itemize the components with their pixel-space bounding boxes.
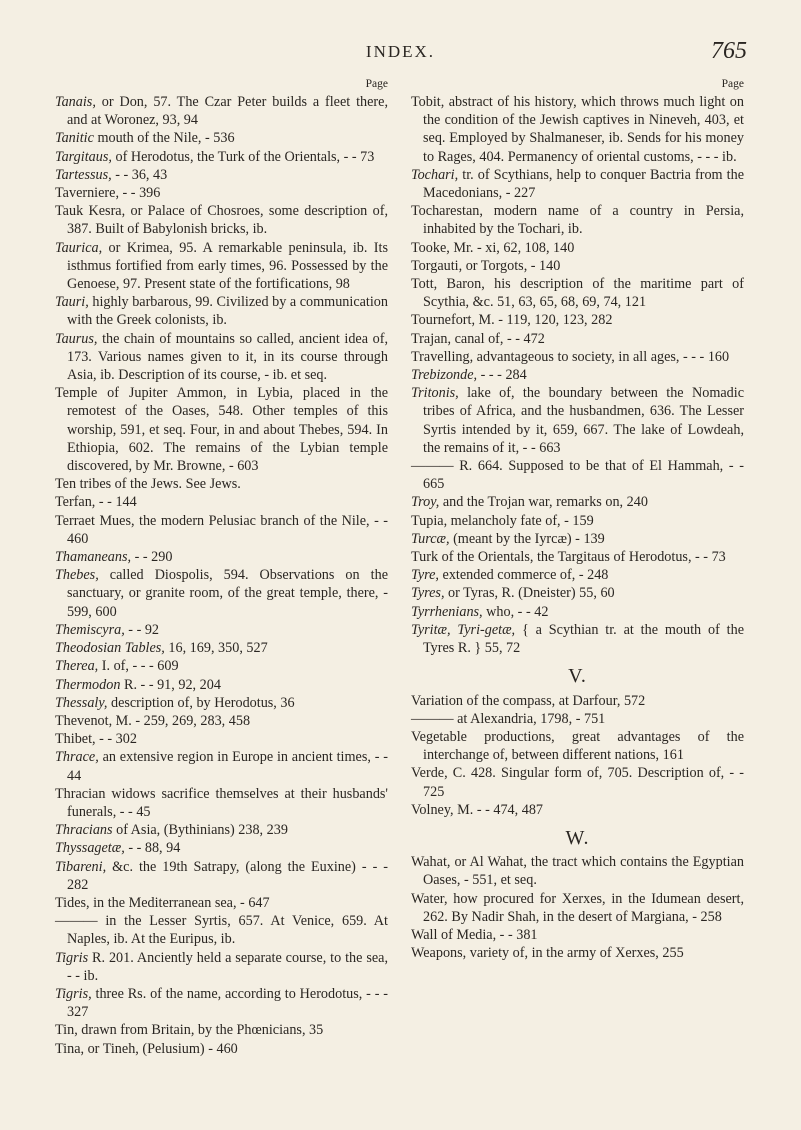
entry-text: of Herodotus, the Turk of the Orientals, - - 73: [111, 148, 375, 165]
entry-text: (meant by the Iyrcæ) - 139: [449, 530, 605, 547]
entry-text: - - 290: [131, 549, 173, 566]
entry-text: Wall of Media, - - 381: [411, 926, 538, 943]
index-entry: [411, 202, 744, 238]
entry-text: Ten tribes of the Jews. See Jews.: [55, 476, 241, 493]
entry-text: an extensive region in Europe in ancient times, - - 44: [67, 749, 388, 784]
entry-text: Verde, C. 428. Singular form of, 705. Description of, - - 725: [411, 765, 744, 800]
index-entry: [411, 257, 744, 275]
entry-text: and the Trojan war, remarks on, 240: [439, 494, 648, 511]
index-entry: [55, 93, 388, 129]
index-entry: [55, 148, 388, 166]
index-entry: [55, 839, 388, 857]
index-entry: [411, 493, 744, 511]
entry-text: Volney, M. - - 474, 487: [411, 801, 544, 818]
index-entry: [411, 728, 744, 764]
index-entry: [55, 293, 388, 329]
index-entry: [411, 384, 744, 457]
index-entry: [411, 926, 744, 944]
entry-headword: Tibareni,: [55, 858, 107, 875]
entry-text: Tides, in the Mediterranean sea, - 647: [55, 894, 270, 911]
column-page-label: Page: [721, 78, 744, 90]
index-entry: [55, 894, 388, 912]
entry-headword: Targitaus,: [55, 148, 112, 165]
entry-text: Wahat, or Al Wahat, the tract which contains the Egyptian Oases, - 551, et seq.: [411, 854, 744, 889]
entry-text: Vegetable productions, great advantages of the interchange of, between different nations, 161: [411, 728, 744, 764]
entry-text: - - 88, 94: [124, 840, 181, 857]
index-entry: [411, 801, 744, 819]
entry-text: Terfan, - - 144: [55, 494, 137, 511]
index-entry: [55, 748, 388, 784]
entry-text: tr. of Scythians, help to conquer Bactria from the Macedonians, - 227: [423, 166, 744, 202]
entry-headword: Thyssagetæ,: [55, 840, 125, 857]
index-entry: [55, 548, 388, 566]
index-entry: [55, 475, 388, 493]
entry-text: the chain of mountains so called, ancient idea of, 173. Various names given to it, in its course through Asia, ib. Description of its course, - ib. et seq.: [67, 330, 388, 384]
entry-text: R. - - 91, 92, 204: [120, 676, 221, 693]
index-entry: [411, 239, 744, 257]
entry-text: ——— in the Lesser Syrtis, 657. At Venice, 659. At Naples, ib. At the Euripus, ib.: [55, 913, 388, 948]
index-entry: [55, 1040, 388, 1058]
index-entry: [55, 785, 388, 821]
entry-headword: Thamaneans,: [55, 549, 132, 566]
entry-text: highly barbarous, 99. Civilized by a communication with the Greek colonists, ib.: [67, 294, 388, 329]
index-entry: [55, 166, 388, 184]
entry-text: extended commerce of, - 248: [438, 567, 609, 584]
entry-text: Trajan, canal of, - - 472: [411, 330, 545, 347]
entry-text: Travelling, advantageous to society, in all ages, - - - 160: [411, 348, 730, 365]
index-entry: [55, 384, 388, 475]
index-entry: [411, 692, 744, 710]
entry-text: description of, by Herodotus, 36: [107, 694, 295, 711]
entry-text: Torgauti, or Torgots, - 140: [411, 257, 561, 274]
entry-headword: Tyre,: [411, 567, 439, 584]
entry-headword: Tauri,: [55, 294, 89, 311]
entry-text: Thibet, - - 302: [55, 731, 137, 748]
entry-headword: Thrace,: [55, 749, 99, 766]
index-entry: [411, 457, 744, 493]
index-entry: [55, 512, 388, 548]
entry-headword: Troy,: [411, 494, 440, 511]
index-entry: [55, 1021, 388, 1039]
entry-text: three Rs. of the name, according to Herodotus, - - - 327: [67, 985, 388, 1021]
index-entry: [55, 129, 388, 147]
index-entry: [55, 730, 388, 748]
entry-text: ——— at Alexandria, 1798, - 751: [411, 710, 606, 727]
index-entry: [411, 330, 744, 348]
entry-headword: Taurus,: [55, 330, 98, 347]
index-entry: [55, 202, 388, 238]
entry-text: - - - 284: [477, 367, 527, 384]
entry-text: lake of, the boundary between the Nomadic tribes of Africa, and the husbandmen, 636. The Lesser Syrtis intended by it, 659, 667. The lake of Lowdeah, the remains of it, - - 663: [423, 385, 744, 456]
index-entry: [411, 275, 744, 311]
entry-text: - - 36, 43: [111, 166, 168, 183]
entry-text: Terraet Mues, the modern Pelusiac branch of the Nile, - - 460: [55, 512, 388, 547]
index-entry: [411, 366, 744, 384]
index-entry: [411, 566, 744, 584]
entry-text: or Don, 57. The Czar Peter builds a fleet there, and at Woronez, 93, 94: [67, 94, 388, 129]
entry-headword: Tyritæ, Tyri-getæ,: [411, 621, 516, 638]
entry-headword: Thracians: [55, 822, 113, 839]
entry-text: { a Scythian tr. at the mouth of the Tyres R. } 55, 72: [423, 621, 744, 657]
entry-headword: Tartessus,: [55, 166, 112, 183]
index-column-left: [55, 78, 388, 1058]
index-entry: [411, 530, 744, 548]
entry-headword: Turcæ,: [411, 530, 450, 547]
index-entry: [55, 949, 388, 985]
index-entry: [55, 912, 388, 948]
index-entry: [411, 166, 744, 202]
entry-text: Tocharestan, modern name of a country in Persia, inhabited by the Tochari, ib.: [411, 203, 744, 238]
entry-text: Tournefort, M. - 119, 120, 123, 282: [411, 312, 613, 329]
entry-headword: Trebizonde,: [411, 367, 478, 384]
index-entry: [55, 330, 388, 385]
entry-headword: Tochari,: [411, 166, 459, 183]
entry-text: - - 92: [124, 621, 160, 638]
index-entry: [411, 944, 744, 962]
entry-headword: Themiscyra,: [55, 621, 125, 638]
column-page-label: Page: [365, 78, 388, 90]
index-entry: [55, 493, 388, 511]
entry-headword: Therea,: [55, 658, 99, 675]
entry-headword: Thessaly,: [55, 694, 108, 711]
entry-headword: Theodosian Tables,: [55, 640, 165, 657]
entry-text: called Diospolis, 594. Observations on the sanctuary, or granite room, of the great temple, there, - 599, 600: [67, 567, 388, 620]
entry-text: Thracian widows sacrifice themselves at their husbands' funerals, - - 45: [55, 785, 388, 820]
entry-headword: Thebes,: [55, 567, 99, 584]
entry-text: Tobit, abstract of his history, which throws much light on the condition of the Jewish captives in Nineveh, 403, et seq. Employed by Shalmaneser, ib. Sends for his money to Rages, 404. Permanency of oriental customs, - - - ib.: [411, 94, 744, 165]
entry-headword: Thermodon: [55, 676, 121, 693]
entry-text: Water, how procured for Xerxes, in the Idumean desert, 262. By Nadir Shah, in the desert of Margiana, - 258: [411, 890, 744, 925]
entry-text: Tauk Kesra, or Palace of Chosroes, some description of, 387. Built of Babylonish bricks, ib.: [55, 203, 388, 238]
index-entry: [411, 853, 744, 889]
entry-headword: Tanitic: [55, 130, 94, 147]
entry-text: Weapons, variety of, in the army of Xerxes, 255: [411, 945, 684, 962]
index-entry: [55, 639, 388, 657]
index-entry: [55, 184, 388, 202]
index-entry: [55, 985, 388, 1021]
entry-text: Thevenot, M. - 259, 269, 283, 458: [55, 712, 251, 729]
entry-text: mouth of the Nile, - 536: [93, 130, 235, 147]
index-entry: [411, 512, 744, 530]
section-letter: V.: [568, 665, 587, 688]
entry-headword: Tanais,: [55, 94, 96, 110]
index-entry: [55, 712, 388, 730]
index-entry: [55, 239, 388, 294]
entry-text: ——— R. 664. Supposed to be that of El Hammah, - - 665: [411, 458, 744, 493]
section-letter: W.: [565, 826, 590, 849]
entry-text: of Asia, (Bythinians) 238, 239: [112, 822, 288, 839]
entry-headword: Tritonis,: [411, 385, 459, 402]
index-entry: [411, 710, 744, 728]
entry-text: Variation of the compass, at Darfour, 572: [411, 692, 646, 709]
index-entry: [411, 548, 744, 566]
index-entry: [411, 621, 744, 657]
index-entry: [55, 694, 388, 712]
entry-headword: Tigris: [55, 949, 89, 966]
entry-text: &c. the 19th Satrapy, (along the Euxine) - - - 282: [67, 858, 388, 893]
entry-headword: Tigris,: [55, 985, 92, 1002]
index-entry: [55, 858, 388, 894]
entry-text: or Krimea, 95. A remarkable peninsula, ib. Its isthmus fortified from early times, 96. Possessed by the Genoese, 97. Present state of the fortifications, 98: [67, 239, 388, 293]
entry-text: who, - - 42: [482, 603, 549, 620]
index-entry: [411, 584, 744, 602]
index-entry: [411, 348, 744, 366]
index-entry: [55, 566, 388, 621]
index-entry: [55, 621, 388, 639]
entry-text: Tooke, Mr. - xi, 62, 108, 140: [411, 239, 575, 256]
index-entry: [411, 603, 744, 621]
entry-text: Turk of the Orientals, the Targitaus of Herodotus, - - 73: [411, 549, 726, 566]
entry-headword: Tyres,: [411, 585, 445, 602]
entry-text: Tott, Baron, his description of the maritime part of Scythia, &c. 51, 63, 65, 68, 69, 74, 121: [411, 276, 744, 311]
entry-text: Tina, or Tineh, (Pelusium) - 460: [55, 1040, 238, 1057]
page-header: [0, 40, 801, 70]
entry-text: Taverniere, - - 396: [55, 185, 161, 202]
entry-text: Tin, drawn from Britain, by the Phœnicians, 35: [55, 1022, 324, 1039]
index-entry: [411, 93, 744, 166]
index-entry: [55, 657, 388, 675]
index-entry: [411, 764, 744, 800]
index-entry: [55, 676, 388, 694]
entry-text: or Tyras, R. (Dneister) 55, 60: [444, 585, 615, 602]
entry-headword: Taurica,: [55, 239, 103, 256]
index-entry: [411, 890, 744, 926]
index-entry: [411, 311, 744, 329]
entry-headword: Tyrrhenians,: [411, 603, 483, 620]
page-number: 765: [711, 38, 747, 64]
entry-text: 16, 169, 350, 527: [164, 640, 268, 657]
entry-text: Tupia, melancholy fate of, - 159: [411, 512, 594, 529]
index-entry: [55, 821, 388, 839]
running-title: INDEX.: [365, 42, 436, 61]
index-column-right: [411, 78, 744, 962]
entry-text: Temple of Jupiter Ammon, in Lybia, placed in the remotest of the Oases, 548. Other temples of this worship, 591, et seq. Four, in and about Thebes, 594. In Ethiopia, 602. The remains of the Lybian temple discovered, by Mr. Browne, - 603: [55, 385, 388, 475]
entry-text: I. of, - - - 609: [98, 658, 179, 675]
entry-text: R. 201. Anciently held a separate course, to the sea, - - ib.: [67, 949, 388, 984]
